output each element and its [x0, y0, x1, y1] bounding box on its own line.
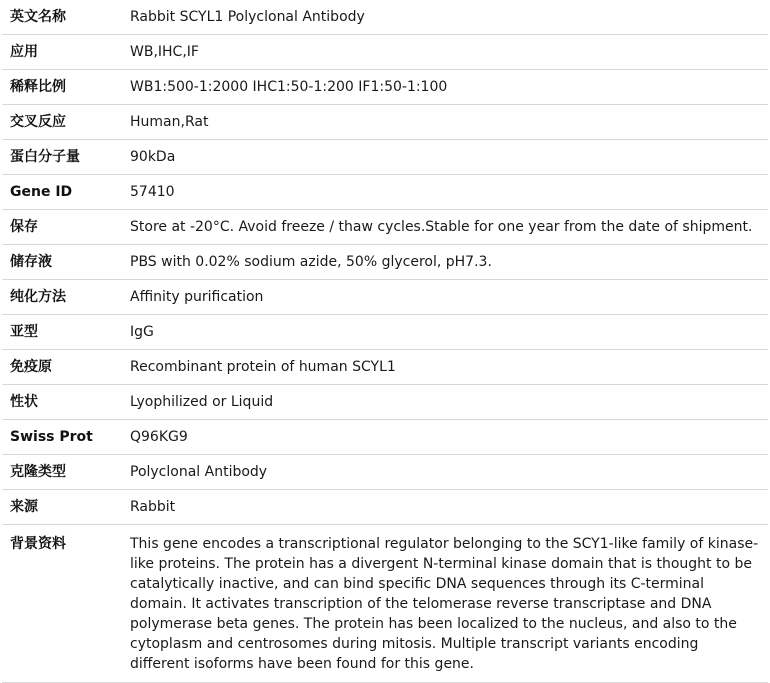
spec-row-isotype: [2, 315, 768, 350]
row-value: WB1:500-1:2000 IHC1:50-1:200 IF1:50-1:100: [116, 70, 768, 105]
row-value: This gene encodes a transcriptional regulator belonging to the SCY1-like family of kinase-like proteins. The protein has a divergent N-terminal kinase domain that is thought to be catalytically inactive, and can bind specific DNA sequences through its C-terminal domain. It activates transcription of the telomerase reverse transcriptase and DNA polymerase beta genes. The protein has been localized to the nucleus, and also to the cytoplasm and centrosomes during mitosis. Multiple transcript variants encoding different isoforms have been found for this gene.: [116, 525, 768, 683]
row-label: 英文名称: [2, 0, 116, 35]
row-label: 亚型: [2, 315, 116, 350]
spec-row-immunogen: [2, 350, 768, 385]
row-value: Recombinant protein of human SCYL1: [116, 350, 768, 385]
row-value: Rabbit SCYL1 Polyclonal Antibody: [116, 0, 768, 35]
row-label: 稀释比例: [2, 70, 116, 105]
row-value: 90kDa: [116, 140, 768, 175]
spec-row-form: [2, 385, 768, 420]
row-value: Q96KG9: [116, 420, 768, 455]
row-value: 57410: [116, 175, 768, 210]
spec-row-storage-buffer: [2, 245, 768, 280]
row-label: 纯化方法: [2, 280, 116, 315]
row-label: 应用: [2, 35, 116, 70]
row-value: Store at -20°C. Avoid freeze / thaw cycles.Stable for one year from the date of shipment.: [116, 210, 768, 245]
row-label: 保存: [2, 210, 116, 245]
row-label: 性状: [2, 385, 116, 420]
row-value: Lyophilized or Liquid: [116, 385, 768, 420]
row-value: Human,Rat: [116, 105, 768, 140]
row-label: 储存液: [2, 245, 116, 280]
row-label: Gene ID: [2, 175, 116, 210]
row-label: Swiss Prot: [2, 420, 116, 455]
spec-row-application: [2, 35, 768, 70]
spec-row-dilution: [2, 70, 768, 105]
row-label: 克隆类型: [2, 455, 116, 490]
spec-row-purification: [2, 280, 768, 315]
row-value: Rabbit: [116, 490, 768, 525]
spec-row-background: [2, 525, 768, 683]
spec-row-storage: [2, 210, 768, 245]
spec-row-english-name: [2, 0, 768, 35]
spec-row-swiss-prot: [2, 420, 768, 455]
spec-row-gene-id: [2, 175, 768, 210]
row-value: WB,IHC,IF: [116, 35, 768, 70]
row-value: IgG: [116, 315, 768, 350]
spec-row-cross-reactivity: [2, 105, 768, 140]
row-label: 来源: [2, 490, 116, 525]
product-spec-table: [2, 0, 768, 683]
spec-row-clonality: [2, 455, 768, 490]
spec-row-host: [2, 490, 768, 525]
row-label: 背景资料: [2, 525, 116, 683]
spec-row-molecular-weight: [2, 140, 768, 175]
row-label: 免疫原: [2, 350, 116, 385]
row-label: 交叉反应: [2, 105, 116, 140]
row-value: PBS with 0.02% sodium azide, 50% glycerol, pH7.3.: [116, 245, 768, 280]
row-value: Polyclonal Antibody: [116, 455, 768, 490]
row-label: 蛋白分子量: [2, 140, 116, 175]
row-value: Affinity purification: [116, 280, 768, 315]
